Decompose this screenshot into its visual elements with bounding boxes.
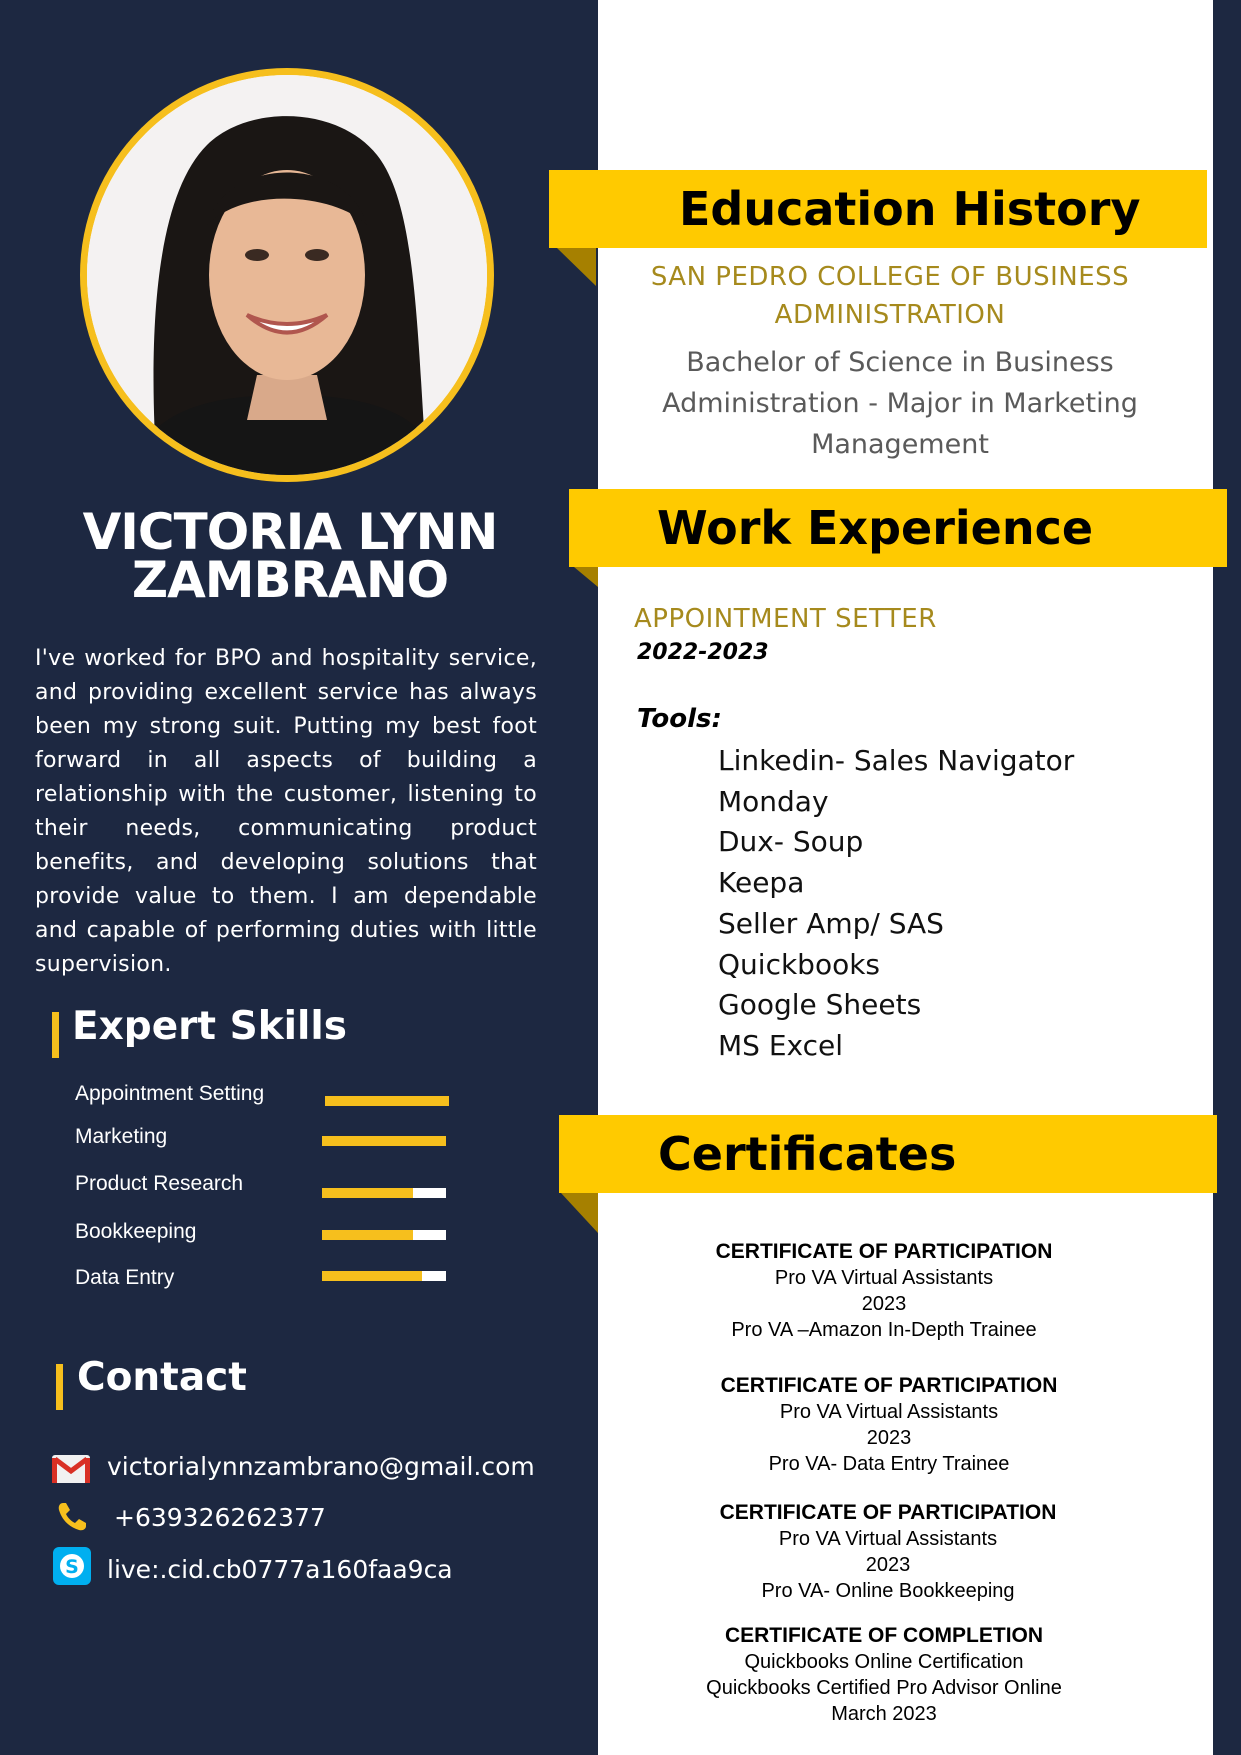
certificate-date: March 2023	[831, 1703, 937, 1725]
contact-heading: Contact	[77, 1355, 247, 1400]
certificate-year: 2023	[866, 1427, 912, 1449]
certificate-course: Pro VA- Online Bookkeeping	[761, 1580, 1015, 1602]
ribbon-fold	[557, 248, 596, 286]
skill-bar	[322, 1188, 446, 1198]
education-ribbon	[549, 170, 1207, 248]
gmail-icon	[52, 1455, 90, 1483]
certificate-entry	[664, 1372, 1114, 1477]
skill-bar-fill	[322, 1230, 413, 1240]
skill-label: Bookkeeping	[75, 1220, 197, 1243]
ribbon-fold	[561, 1193, 598, 1233]
phone-icon	[56, 1501, 88, 1533]
phone-link[interactable]: +639326262377	[114, 1503, 326, 1532]
job-years: 2022-2023	[637, 640, 769, 665]
list-item: MS Excel	[718, 1028, 844, 1062]
skill-bar-fill	[322, 1136, 446, 1146]
skype-icon	[53, 1547, 91, 1585]
skill-bar	[325, 1096, 449, 1106]
education-school: SAN PEDRO COLLEGE OF BUSINESS ADMINISTRATION	[650, 262, 1130, 330]
list-item: Monday	[718, 784, 829, 818]
person-name	[30, 503, 550, 609]
certificate-detail: Quickbooks Certified Pro Advisor Online	[706, 1677, 1062, 1699]
job-title: APPOINTMENT SETTER	[634, 604, 937, 634]
certificate-year: 2023	[865, 1554, 911, 1576]
certificate-entry	[659, 1238, 1109, 1343]
profile-photo-ring	[80, 68, 494, 482]
certificate-course: Pro VA –Amazon In-Depth Trainee	[731, 1319, 1037, 1341]
certificate-title: CERTIFICATE OF PARTICIPATION	[719, 1501, 1057, 1524]
profile-photo	[87, 75, 487, 475]
skype-link[interactable]: live:.cid.cb0777a160faa9ca	[107, 1555, 453, 1584]
svg-text:S: S	[65, 1556, 79, 1578]
skill-label: Product Research	[75, 1172, 244, 1195]
profile-summary: I've worked for BPO and hospitality service, and providing excellent service has always been my strong suit. Putting my best foot forward in all aspects of building a relationship with the customer, listening to their needs, communicating product benefits, and developing solutions that provide value to them. I am dependable and capable of performing duties with little supervision.	[35, 646, 537, 977]
list-item: Seller Amp/ SAS	[718, 906, 944, 940]
list-item: Keepa	[718, 866, 805, 900]
list-item: Linkedin- Sales Navigator	[718, 744, 1075, 777]
contact-heading-bar	[56, 1364, 63, 1410]
skill-bar	[322, 1230, 446, 1240]
skill-bar-fill	[325, 1096, 449, 1106]
certificate-issuer: Pro VA Virtual Assistants	[779, 1401, 999, 1423]
list-item: Quickbooks	[718, 947, 881, 981]
certificate-issuer: Pro VA Virtual Assistants	[778, 1528, 998, 1550]
list-item: Google Sheets	[718, 988, 922, 1022]
certificate-issuer: Quickbooks Online Certification	[744, 1651, 1024, 1673]
certificate-entry	[659, 1622, 1109, 1727]
skills-heading-bar	[52, 1012, 59, 1058]
education-heading: Education History	[679, 182, 1141, 236]
skill-bar-fill	[322, 1271, 422, 1281]
certificate-title: CERTIFICATE OF COMPLETION	[724, 1624, 1044, 1647]
certificate-title: CERTIFICATE OF PARTICIPATION	[715, 1240, 1053, 1263]
tools-list	[718, 741, 1074, 1067]
name-line-1: VICTORIA LYNN	[82, 503, 498, 561]
list-item: Dux- Soup	[718, 825, 864, 859]
skill-bar-fill	[322, 1188, 413, 1198]
certificates-ribbon	[559, 1115, 1217, 1193]
ribbon-fold	[574, 567, 598, 587]
certificate-entry	[663, 1499, 1113, 1604]
education-degree: Bachelor of Science in Business Administration - Major in Marketing Management	[662, 347, 1138, 460]
skill-label: Marketing	[75, 1125, 168, 1148]
skill-bar	[322, 1271, 446, 1281]
certificates-heading: Certificates	[658, 1127, 957, 1181]
work-heading: Work Experience	[657, 501, 1094, 555]
skill-label: Appointment Setting	[75, 1082, 265, 1105]
certificate-issuer: Pro VA Virtual Assistants	[774, 1267, 994, 1289]
skills-heading: Expert Skills	[72, 1004, 347, 1049]
name-line-2: ZAMBRANO	[131, 551, 449, 609]
certificate-course: Pro VA- Data Entry Trainee	[768, 1453, 1010, 1475]
skill-bar	[322, 1136, 446, 1146]
work-ribbon	[569, 489, 1227, 567]
email-link[interactable]: victorialynnzambrano@gmail.com	[107, 1452, 535, 1481]
skill-label: Data Entry	[75, 1266, 175, 1289]
certificate-title: CERTIFICATE OF PARTICIPATION	[720, 1374, 1058, 1397]
certificate-year: 2023	[861, 1293, 907, 1315]
tools-label: Tools:	[637, 704, 722, 734]
